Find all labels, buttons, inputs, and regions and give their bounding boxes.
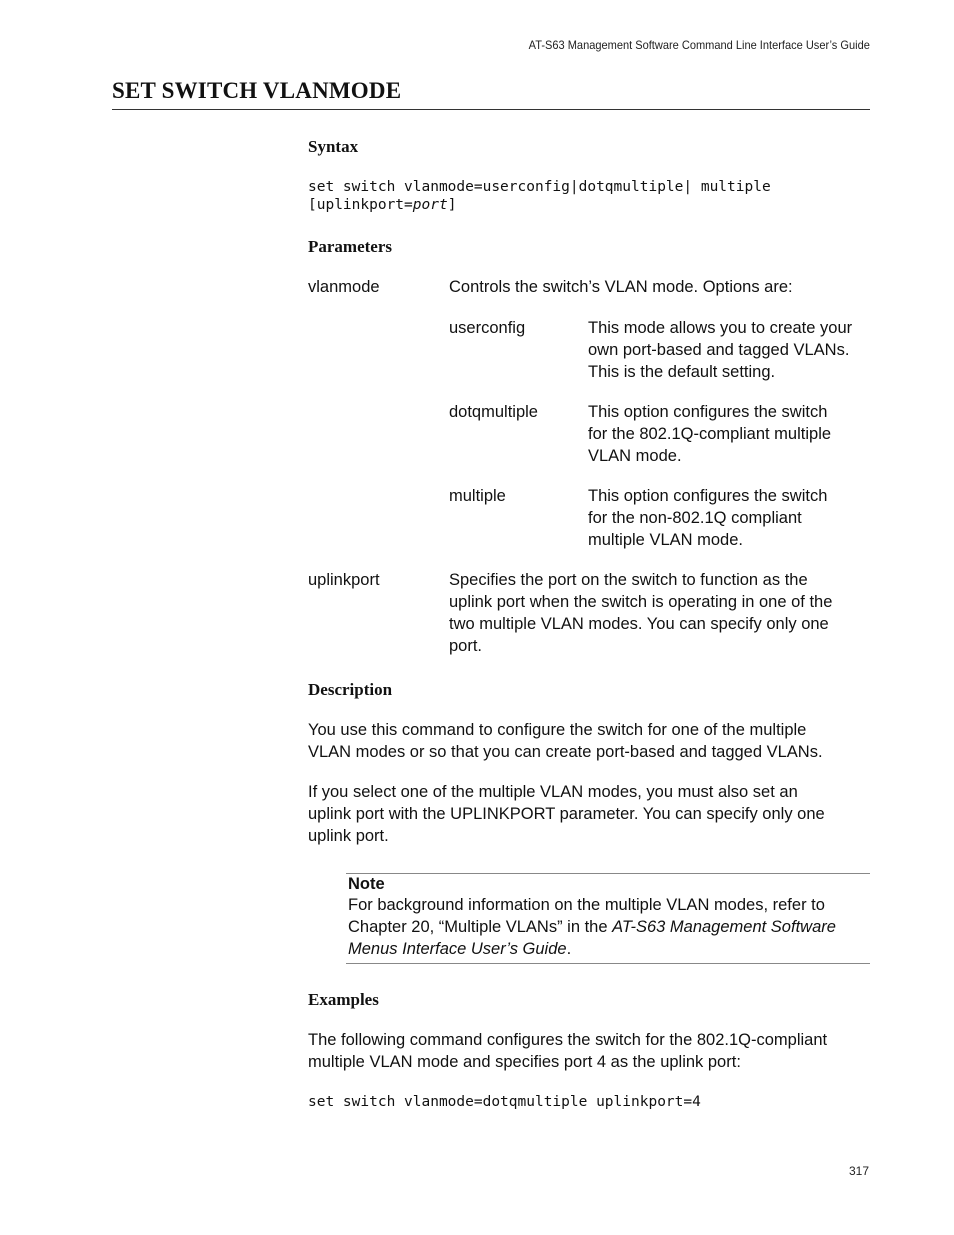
paragraph-line: The following command configures the switch for the 802.1Q-compliant — [308, 1031, 828, 1049]
paragraph-line: If you select one of the multiple VLAN modes, you must also set an — [308, 783, 798, 801]
option-desc-line: for the non-802.1Q compliant — [588, 509, 802, 527]
paragraph-line: uplink port. — [308, 827, 389, 845]
param-desc-line: uplink port when the switch is operating in one of the — [449, 593, 833, 611]
param-desc-line: port. — [449, 637, 483, 655]
syntax-line-2 — [308, 196, 456, 214]
description-paragraph-2 — [308, 781, 825, 847]
note-bottom-rule — [346, 963, 870, 964]
paragraph-line: multiple VLAN mode and specifies port 4 as the uplink port: — [308, 1053, 741, 1071]
running-header: AT-S63 Management Software Command Line Interface User’s Guide — [528, 38, 870, 52]
option-dotqmultiple-name: dotqmultiple — [449, 403, 538, 421]
note-line-plain: Chapter 20, “Multiple VLANs” in the — [348, 918, 613, 936]
note-guide-title-cont: Menus Interface User’s Guide — [348, 940, 567, 958]
param-vlanmode-desc: Controls the switch’s VLAN mode. Options are: — [449, 278, 793, 296]
param-uplinkport-desc — [449, 569, 832, 657]
title-rule — [112, 109, 870, 110]
option-userconfig-name: userconfig — [449, 319, 526, 337]
note-text — [348, 894, 836, 960]
option-userconfig-desc — [588, 317, 852, 383]
option-desc-line: multiple VLAN mode. — [588, 531, 743, 549]
examples-heading: Examples — [308, 990, 379, 1009]
option-desc-line: This option configures the switch — [588, 403, 828, 421]
option-desc-line: This is the default setting. — [588, 363, 776, 381]
option-multiple-desc — [588, 485, 827, 551]
note-line: For background information on the multiple VLAN modes, refer to — [348, 896, 825, 914]
param-desc-line: two multiple VLAN modes. You can specify only one — [449, 615, 829, 633]
note-top-rule — [346, 873, 870, 874]
page-title: SET SWITCH VLANMODE — [112, 78, 402, 103]
examples-paragraph — [308, 1029, 827, 1073]
note-guide-title: AT-S63 Management Software — [612, 918, 836, 936]
option-desc-line: VLAN mode. — [588, 447, 682, 465]
note-line — [348, 916, 836, 938]
option-multiple-name: multiple — [449, 487, 506, 505]
note-line — [348, 938, 836, 960]
param-vlanmode-name: vlanmode — [308, 278, 380, 296]
parameters-heading: Parameters — [308, 237, 393, 256]
option-desc-line: This mode allows you to create your — [588, 319, 853, 337]
syntax-line-2-suffix: ] — [447, 197, 457, 213]
option-desc-line: own port-based and tagged VLANs. — [588, 341, 850, 359]
param-desc-line: Specifies the port on the switch to function as the — [449, 571, 808, 589]
paragraph-line: uplink port with the UPLINKPORT parameter. You can specify only one — [308, 805, 825, 823]
syntax-line-2-prefix: [uplinkport= — [308, 197, 413, 213]
note-title: Note — [348, 875, 385, 893]
option-desc-line: This option configures the switch — [588, 487, 828, 505]
paragraph-line: You use this command to configure the switch for one of the multiple — [308, 721, 807, 739]
paragraph-line: VLAN modes or so that you can create port-based and tagged VLANs. — [308, 743, 823, 761]
syntax-line-1: set switch vlanmode=userconfig|dotqmultiple| multiple — [308, 179, 771, 195]
option-desc-line: for the 802.1Q-compliant multiple — [588, 425, 832, 443]
note-line-end: . — [566, 940, 572, 958]
syntax-heading: Syntax — [308, 137, 359, 156]
description-heading: Description — [308, 680, 393, 699]
page-number: 317 — [848, 1164, 869, 1178]
param-uplinkport-name: uplinkport — [308, 571, 380, 589]
description-paragraph-1 — [308, 719, 823, 763]
syntax-port-variable: port — [412, 197, 448, 213]
option-dotqmultiple-desc — [588, 401, 831, 467]
example-command: set switch vlanmode=dotqmultiple uplinkport=4 — [308, 1094, 701, 1110]
